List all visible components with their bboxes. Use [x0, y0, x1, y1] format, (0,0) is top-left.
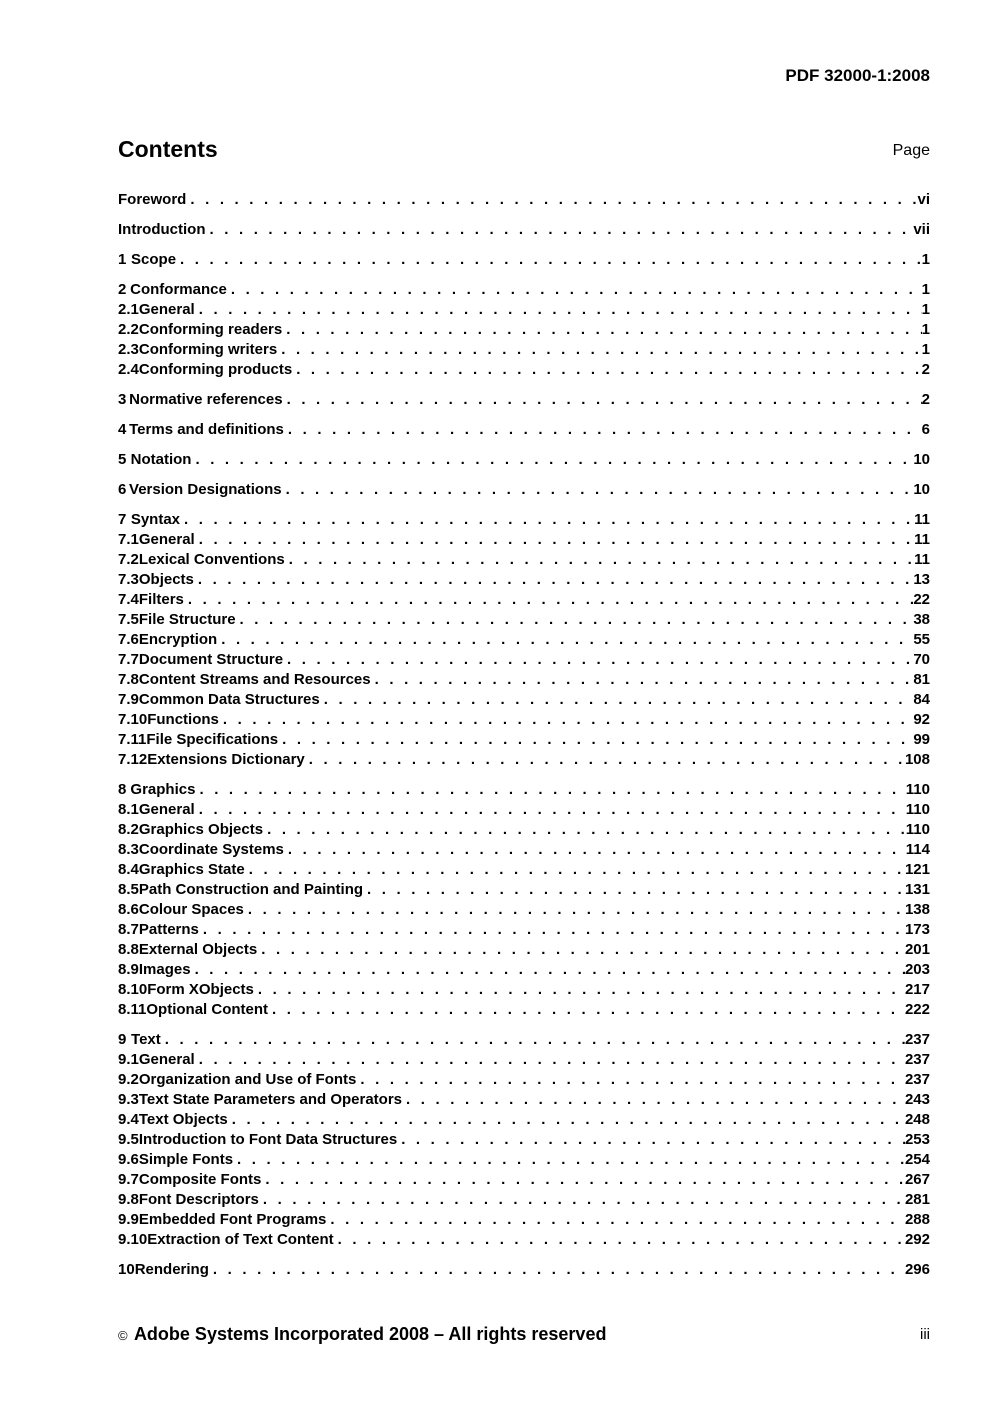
toc-entry-number: 8.9	[118, 961, 139, 978]
toc-entry-number: 2	[118, 281, 127, 298]
dot-leader	[205, 221, 913, 238]
toc-entry[interactable]	[118, 941, 930, 961]
toc-entry-title: Lexical Conventions	[138, 551, 285, 568]
dot-leader	[194, 571, 913, 588]
toc-group	[118, 391, 930, 411]
toc-entry-number: 9.9	[118, 1211, 139, 1228]
dot-leader	[176, 251, 922, 268]
toc-entry-number: 7.4	[118, 591, 139, 608]
toc-entry-page: 237	[904, 1051, 930, 1068]
toc-entry-page: 292	[904, 1231, 930, 1248]
dot-leader	[244, 901, 905, 918]
dot-leader	[191, 961, 905, 978]
toc-entry-page: 22	[913, 591, 930, 608]
dot-leader	[326, 1211, 905, 1228]
toc-entry-title: Conforming readers	[138, 321, 283, 338]
toc-entry-number: 2.4	[118, 361, 139, 378]
toc-entry[interactable]	[118, 421, 930, 441]
toc-entry-page: 110	[905, 781, 930, 798]
toc-group	[118, 451, 930, 471]
toc-entry-number: 7	[118, 511, 127, 528]
toc-entry-number: 8.1	[118, 801, 139, 818]
toc-entry-number: 2.2	[118, 321, 139, 338]
toc-entry-title: Path Construction and Painting	[138, 881, 364, 898]
toc-entry[interactable]	[118, 321, 930, 341]
toc-entry-title: File Specifications	[146, 731, 279, 748]
toc-entry-number: 8.5	[118, 881, 139, 898]
toc-entry[interactable]	[118, 671, 930, 691]
toc-entry[interactable]	[118, 841, 930, 861]
dot-leader	[292, 361, 921, 378]
toc-entry-number: 7.5	[118, 611, 139, 628]
toc-entry-number: 9.4	[118, 1111, 139, 1128]
toc-entry-title: General	[138, 1051, 195, 1068]
toc-entry-title: Text State Parameters and Operators	[138, 1091, 403, 1108]
dot-leader	[334, 1231, 905, 1248]
toc-entry[interactable]	[118, 751, 930, 771]
toc-entry-number: 8	[118, 781, 127, 798]
toc-entry-page: 11	[914, 551, 930, 568]
toc-entry-page: 121	[904, 861, 930, 878]
toc-entry-page: 70	[913, 651, 930, 668]
toc-entry-page: 237	[904, 1031, 930, 1048]
toc-entry[interactable]	[118, 961, 930, 981]
toc-entry-number: 9.5	[118, 1131, 139, 1148]
toc-entry-title: Text	[131, 1031, 161, 1048]
toc-entry[interactable]	[118, 1091, 930, 1111]
toc-entry-page: 281	[904, 1191, 930, 1208]
toc-entry-page: 1	[921, 301, 930, 318]
toc-entry[interactable]	[118, 801, 930, 821]
toc-entry-page: 11	[914, 531, 930, 548]
dot-leader	[161, 1031, 905, 1048]
toc-entry-number: 9.10	[118, 1231, 148, 1248]
toc-entry-page: 2	[921, 361, 930, 378]
toc-entry-page: 99	[913, 731, 930, 748]
toc-entry-title: Graphics State	[138, 861, 245, 878]
toc-entry-page: 55	[913, 631, 930, 648]
toc-entry-page: 1	[921, 281, 930, 298]
toc-entry-page: 237	[904, 1071, 930, 1088]
dot-leader	[245, 861, 905, 878]
toc-entry[interactable]	[118, 1171, 930, 1191]
toc-entry-title: Syntax	[130, 511, 181, 528]
toc-entry-page: 138	[904, 901, 930, 918]
toc-entry-title: Organization and Use of Fonts	[138, 1071, 357, 1088]
toc-entry-number: 7.1	[118, 531, 139, 548]
dot-leader	[227, 281, 922, 298]
dot-leader	[284, 421, 922, 438]
toc-entry-title: Objects	[138, 571, 194, 588]
toc-entry-number: 9.2	[118, 1071, 139, 1088]
toc-entry-number: 1	[118, 251, 127, 268]
dot-leader	[259, 1191, 905, 1208]
dot-leader	[356, 1071, 905, 1088]
toc-entry-title: Extensions Dictionary	[147, 751, 305, 768]
toc-entry-number: 7.7	[118, 651, 139, 668]
toc-entry[interactable]	[118, 1031, 930, 1051]
toc-entry-number: 8.3	[118, 841, 139, 858]
toc-entry-number: 10	[118, 1261, 135, 1278]
dot-leader	[397, 1131, 905, 1148]
toc-entry-page: 248	[904, 1111, 930, 1128]
toc-entry-title: Encryption	[138, 631, 218, 648]
dot-leader	[180, 511, 914, 528]
dot-leader	[363, 881, 905, 898]
toc-entry[interactable]	[118, 531, 930, 551]
toc-entry-page: 92	[913, 711, 930, 728]
toc-entry-title: Normative references	[129, 391, 283, 408]
toc-entry-number: 6	[118, 481, 127, 498]
dot-leader	[257, 941, 905, 958]
toc-entry-number: 9.6	[118, 1151, 139, 1168]
toc-entry[interactable]	[118, 1071, 930, 1091]
toc-entry-number: 5	[118, 451, 127, 468]
toc-entry-page: 217	[904, 981, 930, 998]
dot-leader	[277, 341, 921, 358]
toc-entry-title: General	[138, 301, 195, 318]
toc-entry-title: Version Designations	[129, 481, 282, 498]
dot-leader	[191, 451, 913, 468]
toc-entry[interactable]	[118, 591, 930, 611]
toc-entry-number: 3	[118, 391, 127, 408]
toc-entry[interactable]	[118, 361, 930, 381]
toc-entry-title: Text Objects	[138, 1111, 228, 1128]
dot-leader	[195, 1051, 905, 1068]
dot-leader	[195, 301, 922, 318]
dot-leader	[305, 751, 905, 768]
toc-entry-title: Rendering	[134, 1261, 209, 1278]
dot-leader	[184, 591, 913, 608]
contents-heading: Contents	[118, 136, 218, 162]
toc-entry-number: 7.6	[118, 631, 139, 648]
toc-entry-title: Notation	[130, 451, 192, 468]
toc-entry-number: 9.8	[118, 1191, 139, 1208]
toc-entry-page: 203	[904, 961, 930, 978]
toc-entry-number: 8.7	[118, 921, 139, 938]
dot-leader	[195, 531, 914, 548]
toc-entry-title: Graphics	[130, 781, 196, 798]
toc-entry-page: 201	[904, 941, 930, 958]
dot-leader	[320, 691, 914, 708]
toc-entry[interactable]	[118, 711, 930, 731]
toc-entry-title: Colour Spaces	[138, 901, 244, 918]
toc-entry[interactable]	[118, 1231, 930, 1251]
toc-entry-number: 4	[118, 421, 127, 438]
toc-group	[118, 481, 930, 501]
toc-entry-page: 13	[913, 571, 930, 588]
toc-group	[118, 781, 930, 1021]
table-of-contents	[118, 191, 930, 1291]
toc-entry-page: 253	[904, 1131, 930, 1148]
toc-entry[interactable]	[118, 571, 930, 591]
dot-leader	[283, 391, 922, 408]
dot-leader	[228, 1111, 905, 1128]
toc-entry-number: 8.4	[118, 861, 139, 878]
toc-entry-page: 81	[913, 671, 930, 688]
copyright-footer	[118, 1324, 606, 1345]
toc-group	[118, 511, 930, 771]
copyright-symbol: ©	[118, 1328, 128, 1343]
toc-group	[118, 251, 930, 271]
toc-entry-number: 9.7	[118, 1171, 139, 1188]
toc-entry-title: Images	[138, 961, 191, 978]
toc-entry-number: 7.10	[118, 711, 148, 728]
dot-leader	[263, 821, 906, 838]
toc-entry-page: 10	[913, 481, 930, 498]
toc-entry-number: 7.12	[118, 751, 148, 768]
toc-entry-title: Patterns	[138, 921, 199, 938]
toc-entry[interactable]	[118, 1001, 930, 1021]
toc-entry-title: Introduction	[118, 221, 206, 238]
copyright-text: Adobe Systems Incorporated 2008 – All rights reserved	[133, 1324, 607, 1344]
toc-entry-number: 8.6	[118, 901, 139, 918]
toc-entry[interactable]	[118, 251, 930, 271]
toc-entry[interactable]	[118, 821, 930, 841]
dot-leader	[209, 1261, 905, 1278]
toc-entry-number: 8.11	[118, 1001, 147, 1018]
toc-entry-title: Optional Content	[146, 1001, 269, 1018]
toc-entry[interactable]	[118, 1111, 930, 1131]
toc-entry-page: 2	[921, 391, 930, 408]
toc-entry-page: 1	[921, 321, 930, 338]
toc-entry[interactable]	[118, 341, 930, 361]
dot-leader	[284, 841, 906, 858]
toc-entry-page: 1	[921, 251, 930, 268]
toc-entry[interactable]	[118, 781, 930, 801]
toc-entry-title: Form XObjects	[147, 981, 254, 998]
toc-entry-page: vii	[913, 221, 930, 238]
toc-entry-number: 8.2	[118, 821, 139, 838]
toc-entry-page: 288	[904, 1211, 930, 1228]
dot-leader	[278, 731, 913, 748]
toc-group	[118, 421, 930, 441]
dot-leader	[186, 191, 917, 208]
toc-entry-title: Conforming products	[138, 361, 293, 378]
toc-entry-page: 110	[905, 821, 930, 838]
toc-entry-title: Graphics Objects	[138, 821, 264, 838]
toc-entry-page: 243	[904, 1091, 930, 1108]
toc-entry-title: Simple Fonts	[138, 1151, 234, 1168]
toc-entry[interactable]	[118, 631, 930, 651]
toc-entry-page: 84	[913, 691, 930, 708]
toc-entry-number: 8.8	[118, 941, 139, 958]
dot-leader	[371, 671, 914, 688]
toc-entry-title: Composite Fonts	[138, 1171, 262, 1188]
toc-entry-title: Conformance	[130, 281, 227, 298]
toc-entry-number: 8.10	[118, 981, 148, 998]
dot-leader	[268, 1001, 905, 1018]
toc-entry[interactable]	[118, 481, 930, 501]
toc-entry[interactable]	[118, 611, 930, 631]
toc-entry[interactable]	[118, 1051, 930, 1071]
toc-entry-number: 7.2	[118, 551, 139, 568]
toc-entry[interactable]	[118, 901, 930, 921]
toc-entry-page: 267	[904, 1171, 930, 1188]
toc-entry[interactable]	[118, 451, 930, 471]
dot-leader	[233, 1151, 905, 1168]
toc-entry-page: 114	[905, 841, 930, 858]
toc-entry-title: External Objects	[138, 941, 258, 958]
toc-entry[interactable]	[118, 1261, 930, 1281]
toc-entry-title: File Structure	[138, 611, 236, 628]
toc-entry-page: 131	[904, 881, 930, 898]
page-column-label: Page	[892, 142, 930, 159]
dot-leader	[195, 781, 905, 798]
toc-entry[interactable]	[118, 511, 930, 531]
toc-entry-page: 110	[905, 801, 930, 818]
toc-entry-title: Foreword	[118, 191, 187, 208]
toc-entry[interactable]	[118, 1131, 930, 1151]
toc-entry-number: 9.1	[118, 1051, 139, 1068]
toc-entry[interactable]	[118, 921, 930, 941]
toc-entry-title: Terms and definitions	[129, 421, 284, 438]
toc-entry[interactable]	[118, 731, 930, 751]
page-number: iii	[920, 1326, 930, 1343]
toc-entry-title: Coordinate Systems	[138, 841, 284, 858]
toc-group	[118, 1261, 930, 1281]
toc-entry[interactable]	[118, 281, 930, 301]
toc-entry-page: 1	[921, 341, 930, 358]
toc-entry-page: 108	[904, 751, 930, 768]
toc-entry[interactable]	[118, 651, 930, 671]
dot-leader	[195, 801, 906, 818]
toc-entry-page: 173	[904, 921, 930, 938]
dot-leader	[402, 1091, 905, 1108]
toc-entry-page: 11	[914, 511, 930, 528]
toc-entry-title: Document Structure	[138, 651, 284, 668]
toc-group	[118, 191, 930, 211]
toc-entry-number: 2.1	[118, 301, 139, 318]
toc-entry-title: Content Streams and Resources	[138, 671, 371, 688]
dot-leader	[219, 711, 913, 728]
toc-entry[interactable]	[118, 1211, 930, 1231]
dot-leader	[254, 981, 905, 998]
toc-entry-number: 2.3	[118, 341, 139, 358]
toc-entry-title: Functions	[147, 711, 219, 728]
toc-entry-number: 7.3	[118, 571, 139, 588]
toc-entry-title: Extraction of Text Content	[147, 1231, 334, 1248]
dot-leader	[283, 651, 913, 668]
dot-leader	[282, 321, 921, 338]
toc-entry-page: vi	[917, 191, 930, 208]
dot-leader	[285, 551, 914, 568]
toc-entry[interactable]	[118, 881, 930, 901]
toc-entry[interactable]	[118, 191, 930, 211]
toc-entry-title: Scope	[131, 251, 177, 268]
toc-entry-title: Introduction to Font Data Structures	[138, 1131, 398, 1148]
toc-entry-title: Common Data Structures	[138, 691, 320, 708]
toc-entry[interactable]	[118, 301, 930, 321]
toc-entry-title: General	[138, 801, 195, 818]
toc-entry[interactable]	[118, 551, 930, 571]
toc-entry-number: 9.3	[118, 1091, 139, 1108]
toc-entry-page: 10	[913, 451, 930, 468]
dot-leader	[236, 611, 914, 628]
toc-entry[interactable]	[118, 981, 930, 1001]
toc-entry[interactable]	[118, 861, 930, 881]
toc-entry-page: 38	[913, 611, 930, 628]
toc-entry-page: 296	[904, 1261, 930, 1278]
dot-leader	[261, 1171, 905, 1188]
toc-entry-title: Conforming writers	[138, 341, 278, 358]
toc-entry[interactable]	[118, 691, 930, 711]
toc-entry[interactable]	[118, 391, 930, 411]
toc-entry-title: Filters	[138, 591, 184, 608]
dot-leader	[282, 481, 914, 498]
toc-entry-number: 9	[118, 1031, 127, 1048]
toc-group	[118, 281, 930, 381]
toc-entry-title: Font Descriptors	[138, 1191, 259, 1208]
toc-entry[interactable]	[118, 1191, 930, 1211]
document-id: PDF 32000-1:2008	[785, 66, 930, 85]
toc-entry-page: 222	[904, 1001, 930, 1018]
toc-entry-number: 7.11	[118, 731, 147, 748]
toc-entry[interactable]	[118, 221, 930, 241]
toc-group	[118, 1031, 930, 1251]
toc-entry-page: 254	[904, 1151, 930, 1168]
toc-entry-title: Embedded Font Programs	[138, 1211, 327, 1228]
toc-entry-page: 6	[921, 421, 930, 438]
toc-group	[118, 221, 930, 241]
toc-entry-number: 7.8	[118, 671, 139, 688]
toc-entry[interactable]	[118, 1151, 930, 1171]
toc-entry-title: General	[138, 531, 195, 548]
toc-entry-number: 7.9	[118, 691, 139, 708]
dot-leader	[199, 921, 905, 938]
dot-leader	[217, 631, 913, 648]
